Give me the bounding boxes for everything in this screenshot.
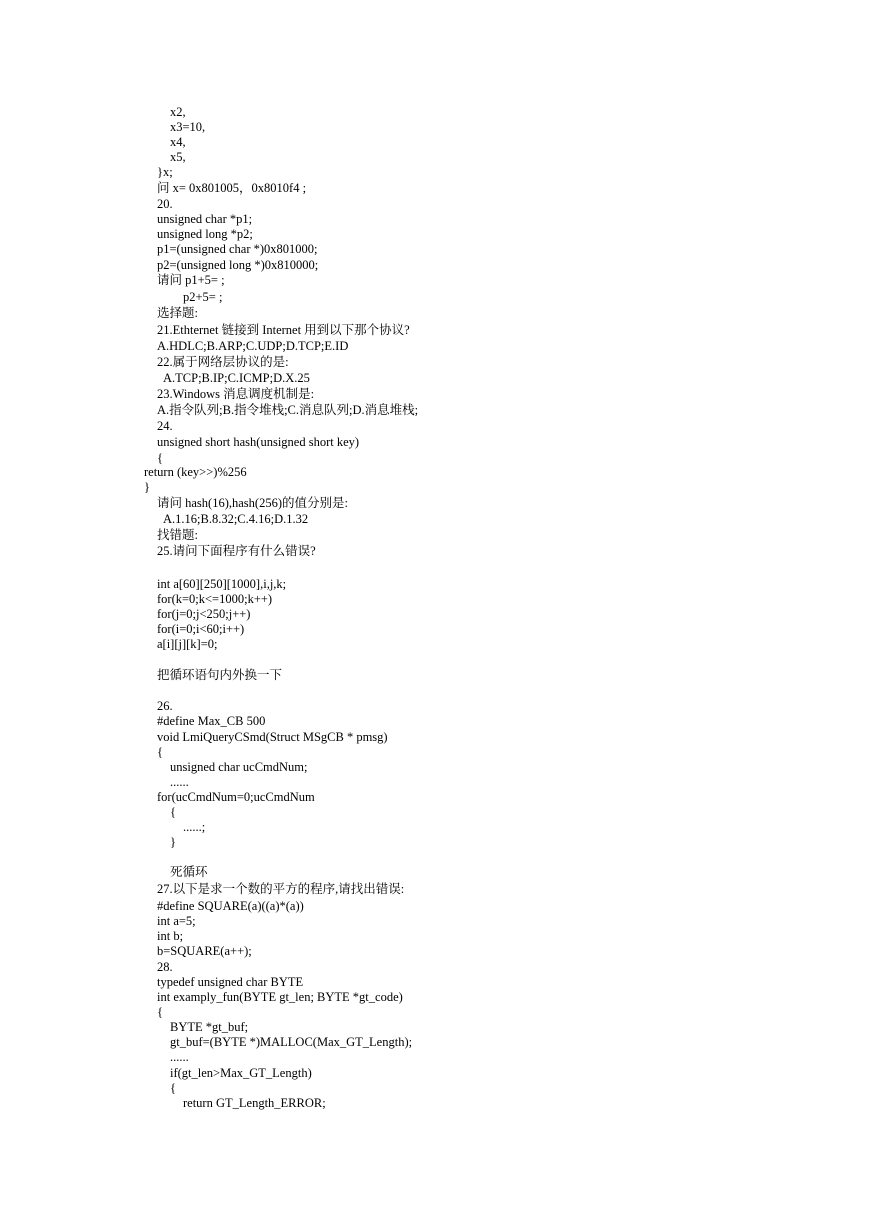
code-line: ...... [170, 775, 189, 789]
code-line: typedef unsigned char BYTE [157, 975, 304, 989]
code-line: x5, [170, 150, 186, 164]
answer-line: 死循环 [170, 865, 208, 879]
code-line: unsigned short hash(unsigned short key) [157, 435, 360, 449]
answer-options: A.TCP;B.IP;C.ICMP;D.X.25 [163, 371, 310, 385]
code-line: gt_buf=(BYTE *)MALLOC(Max_GT_Length); [170, 1035, 413, 1049]
code-line: unsigned char *p1; [157, 212, 253, 226]
question-line: 25.请问下面程序有什么错误? [157, 544, 316, 558]
question-line: 请问 p1+5= ; [157, 273, 225, 287]
code-line: x3=10, [170, 120, 206, 134]
question-line: 27.以下是求一个数的平方的程序,请找出错误: [157, 882, 405, 896]
question-line: 问 x= 0x801005，0x8010f4 ; [157, 181, 307, 195]
code-line: for(k=0;k<=1000;k++) [157, 592, 273, 606]
question-number: 28. [157, 960, 173, 974]
code-line: int b; [157, 929, 184, 943]
code-line: ...... [170, 1050, 189, 1064]
code-line: #define Max_CB 500 [157, 714, 266, 728]
code-line: BYTE *gt_buf; [170, 1020, 249, 1034]
section-heading: 选择题: [157, 306, 198, 320]
code-line: void LmiQueryCSmd(Struct MSgCB * pmsg) [157, 730, 388, 744]
code-line: int a[60][250][1000],i,j,k; [157, 577, 287, 591]
code-line: x2, [170, 105, 186, 119]
question-line: 请问 hash(16),hash(256)的值分别是: [157, 496, 348, 510]
code-line: for(ucCmdNum=0;ucCmdNum [157, 790, 315, 804]
code-line: { [157, 451, 163, 465]
section-heading: 找错题: [157, 528, 198, 542]
code-line: x4, [170, 135, 186, 149]
code-line: { [157, 745, 163, 759]
question-line: 22.属于网络层协议的是: [157, 355, 289, 369]
code-line: for(j=0;j<250;j++) [157, 607, 251, 621]
code-line: return (key>>)%256 [144, 465, 247, 479]
answer-options: A.1.16;B.8.32;C.4.16;D.1.32 [163, 512, 309, 526]
code-line: { [170, 805, 176, 819]
question-number: 20. [157, 197, 173, 211]
answer-options: A.HDLC;B.ARP;C.UDP;D.TCP;E.ID [157, 339, 349, 353]
code-line: p1=(unsigned char *)0x801000; [157, 242, 318, 256]
code-line: for(i=0;i<60;i++) [157, 622, 245, 636]
question-line: 21.Ethternet 链接到 Internet 用到以下那个协议? [157, 323, 410, 337]
question-line: 23.Windows 消息调度机制是: [157, 387, 315, 401]
code-line: int a=5; [157, 914, 196, 928]
code-line: } [170, 835, 176, 849]
question-number: 24. [157, 419, 173, 433]
code-line: return GT_Length_ERROR; [183, 1096, 326, 1110]
code-line: }x; [157, 165, 173, 179]
question-number: 26. [157, 699, 173, 713]
code-line: { [170, 1081, 176, 1095]
code-line: p2=(unsigned long *)0x810000; [157, 258, 319, 272]
code-line: ......; [183, 820, 206, 834]
code-line: if(gt_len>Max_GT_Length) [170, 1066, 312, 1080]
code-line: #define SQUARE(a)((a)*(a)) [157, 899, 304, 913]
code-line: a[i][j][k]=0; [157, 637, 218, 651]
code-line: unsigned char ucCmdNum; [170, 760, 308, 774]
code-line: b=SQUARE(a++); [157, 944, 252, 958]
code-line: unsigned long *p2; [157, 227, 253, 241]
code-line: } [144, 480, 150, 494]
question-line: p2+5= ; [183, 290, 223, 304]
answer-line: 把循环语句内外换一下 [157, 668, 283, 682]
code-line: { [157, 1005, 163, 1019]
code-line: int examply_fun(BYTE gt_len; BYTE *gt_code) [157, 990, 403, 1004]
answer-options: A.指令队列;B.指令堆栈;C.消息队列;D.消息堆栈; [157, 403, 419, 417]
